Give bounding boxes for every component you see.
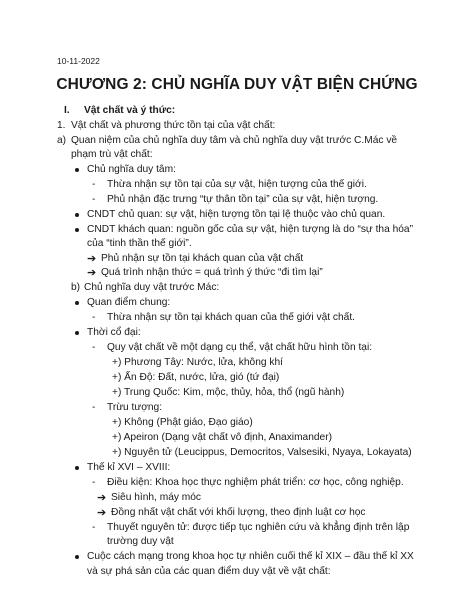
text-line: +) Phương Tây: Nước, lửa, không khí [112,357,283,368]
text-line: Quy vật chất về một dạng cụ thể, vật chất hữu hình tồn tại: [107,342,373,353]
chapter-title: CHƯƠNG 2: CHỦ NGHĨA DUY VẬT BIỆN CHỨNG [56,76,418,93]
text-line: +) Apeiron (Dạng vật chất vô định, Anaximander) [112,432,333,443]
text-line: trường duy vật [107,536,174,547]
text-line: Chủ nghĩa duy tâm: [87,164,176,175]
text-line: Thừa nhận sự tồn tại của sự vật, hiện tượng của thế giới. [107,179,367,190]
list-marker: a) [57,135,67,146]
arrow-right-icon: ➔ [97,507,107,519]
text-line: CNDT chủ quan: sự vật, hiện tượng tồn tại lệ thuộc vào chủ quan. [87,209,386,220]
list-marker: - [92,194,96,205]
document-date: 10-11-2022 [57,56,100,66]
bullet-marker [75,168,79,172]
list-marker: - [92,179,96,190]
bullet-marker [75,466,79,470]
arrow-right-icon: ➔ [97,492,107,504]
bullet-marker [75,228,79,232]
text-line: Thừa nhận sự tồn tại khách quan của thế giới vật chất. [107,312,355,323]
text-line: +) Ấn Độ: Đất, nước, lửa, gió (tứ đại) [112,372,280,383]
list-marker: b) [71,282,81,293]
text-line: Thuyết nguyên tử: được tiếp tục nghiên cứu và khẳng định trên lập [107,522,410,533]
text-line: Vật chất và ý thức: [84,105,176,116]
text-line: Quan niệm của chủ nghĩa duy tâm và chủ nghĩa duy vật trước C.Mác về [71,135,398,146]
text-line: Chủ nghĩa duy vật trước Mác: [84,282,220,293]
arrow-right-icon: ➔ [87,253,97,265]
list-marker: - [92,522,96,533]
text-line: Phủ nhận đặc trưng “tự thân tồn tại” của sự vật, hiện tượng. [107,194,379,205]
list-marker: - [92,477,96,488]
arrow-right-icon: ➔ [87,267,97,279]
text-line: +) Trung Quốc: Kim, mộc, thủy, hỏa, thổ (ngũ hành) [112,387,345,398]
list-marker: - [92,312,96,323]
text-line: Đồng nhất vật chất với khối lượng, theo định luật cơ học [111,507,366,518]
text-line: và sự phá sản của các quan điểm duy vật về vật chất: [87,566,331,577]
text-line: Siêu hình, máy móc [111,492,202,503]
list-marker: - [92,402,96,413]
text-line: Quá trình nhận thức = quá trình ý thức “đi tìm lại” [101,267,323,278]
list-marker: I. [64,105,70,116]
text-line: +) Nguyên tử (Leucippus, Democritos, Valsesiki, Nyaya, Lokayata) [112,447,412,458]
text-line: Quan điểm chung: [87,297,171,308]
bullet-marker [75,213,79,217]
text-line: của “tinh thần thế giới”. [87,238,192,249]
text-line: Cuộc cách mạng trong khoa học tự nhiên cuối thế kỉ XIX – đầu thế kỉ XX [87,551,414,562]
bullet-marker [75,301,79,305]
bullet-marker [75,555,79,559]
list-marker: 1. [57,120,66,131]
text-line: Vật chất và phương thức tồn tại của vật chất: [71,120,276,131]
bullet-marker [75,331,79,335]
text-line: Điều kiện: Khoa học thực nghiệm phát triển: cơ học, công nghiệp. [107,477,404,488]
text-line: Thế kỉ XVI – XVIII: [87,462,171,473]
text-line: Trừu tượng: [107,402,163,413]
text-line: Thời cổ đại: [87,327,141,338]
text-line: +) Không (Phật giáo, Đạo giáo) [112,417,253,428]
text-line: Phủ nhận sự tồn tại khách quan của vật chất [101,253,304,264]
text-line: CNDT khách quan: nguồn gốc của sự vật, hiện tượng là do “sự tha hóa” [87,224,413,235]
text-line: phạm trù vật chất: [71,149,153,160]
list-marker: - [92,342,96,353]
